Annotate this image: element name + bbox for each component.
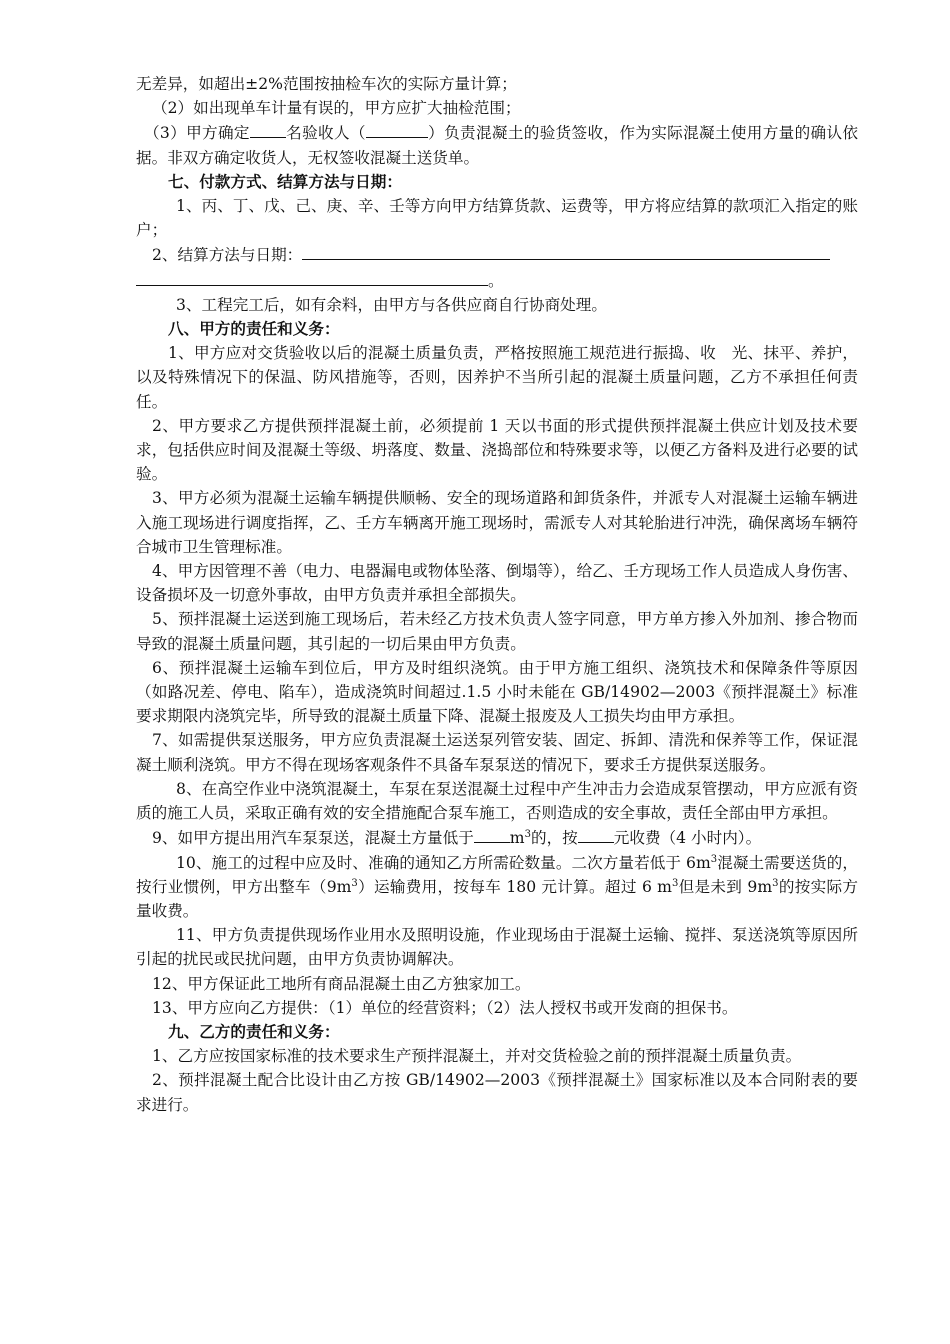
paragraph-8-10 [136, 851, 858, 924]
paragraph-9-1: 1、乙方应按国家标准的技术要求生产预拌混凝土，并对交货检验之前的预拌混凝土质量负责。 [152, 1047, 802, 1066]
settlement-end: 。 [488, 271, 504, 290]
paragraph-acceptance-tail: 无差异，如超出±2%范围按抽检车次的实际方量计算； [136, 75, 517, 93]
paragraph-8-9 [136, 825, 858, 850]
paragraph-8-1: 1、甲方应对交货验收以后的混凝土质量负责，严格按照施工规范进行振捣、收 光、抹平、养护，以及特殊情况下的保温、防风措施等，否则，因养护不当所引起的混凝土质量问题，乙方不承担任何责任。 [136, 344, 858, 411]
p8-10-text-d: 但是未到 9m [678, 877, 773, 896]
section-heading-7: 七、付款方式、结算方法与日期： [168, 171, 402, 191]
acceptance-3-text-b: 名验收人（ [285, 124, 366, 143]
p8-10-sup-1: 3 [710, 853, 718, 865]
paragraph-7-3: 3、工程完工后，如有余料，由甲方与各供应商自行协商处理。 [176, 295, 607, 314]
paragraph-8-6: 6、预拌混凝土运输车到位后，甲方及时组织浇筑。由于甲方施工组织、浇筑技术和保障条件等原因（如路况差、停电、陷车），造成浇筑时间超过.1.5 小时未能在 GB/14902—2003《预拌混凝土》标准要求期限内浇筑完毕，所导致的混凝土质量下降、混凝土报废及人工损失均由甲方承担。 [136, 658, 858, 726]
pump-text-d: 元收费（4 小时内）。 [613, 829, 762, 848]
section-heading-8: 八、甲方的责任和义务： [168, 319, 340, 339]
paragraph-8-12: 12、甲方保证此工地所有商品混凝土由乙方独家加工。 [152, 974, 531, 993]
paragraph-8-8: 8、在高空作业中浇筑混凝土，车泵在泵送混凝土过程中产生冲击力会造成泵管摆动，甲方应派有资质的施工人员，采取正确有效的安全措施配合泵车施工，否则造成的安全事故，责任全部由甲方承担。 [136, 779, 858, 823]
p8-10-text-b: 混凝土需要送货的，按行业惯例，甲方出整车（9m [136, 853, 858, 896]
pump-text-c: 的，按 [530, 829, 578, 848]
p8-10-text-c: ）运输费用，按每车 180 元计算。超过 6 m [357, 877, 672, 896]
settlement-blank-2 [136, 268, 488, 286]
paragraph-8-4: 4、甲方因管理不善（电力、电器漏电或物体坠落、倒塌等），给乙、壬方现场工作人员造成人身伤害、设备损坏及一切意外事故，由甲方负责并承担全部损失。 [136, 562, 858, 605]
acceptance-3-text-a: （3）甲方确定 [144, 124, 250, 143]
document-page [136, 72, 858, 1117]
paragraph-9-2: 2、预拌混凝土配合比设计由乙方按 GB/14902—2003《预拌混凝土》国家标准以及本合同附表的要求进行。 [136, 1071, 858, 1114]
paragraph-acceptance-3 [136, 120, 858, 169]
settlement-blank-1 [302, 242, 830, 260]
paragraph-7-1: 1、丙、丁、戊、己、庚、辛、壬等方向甲方结算货款、运费等，甲方将应结算的款项汇入指定的账户； [136, 197, 858, 240]
p8-10-text-e: 的按实际方量收费。 [136, 877, 858, 920]
p8-10-sup-3: 3 [671, 877, 679, 889]
paragraph-8-11: 11、甲方负责提供现场作业用水及照明设施，作业现场由于混凝土运输、搅拌、泵送浇筑等原因所引起的扰民或民扰问题，由甲方负责协调解决。 [136, 926, 858, 969]
receiver-name-blank [366, 120, 428, 138]
p8-10-sup-4: 3 [772, 877, 779, 889]
paragraph-acceptance-2: （2）如出现单车计量有误的，甲方应扩大抽检范围； [152, 99, 521, 118]
paragraph-8-3: 3、甲方必须为混凝土运输车辆提供顺畅、安全的现场道路和卸货条件，并派专人对混凝土运输车辆进入施工现场进行调度指挥，乙、壬方车辆离开施工现场时，需派专人对其轮胎进行冲洗，确保离场车辆符合城市卫生管理标准。 [136, 489, 858, 556]
pump-volume-blank [474, 825, 510, 843]
paragraph-7-2 [136, 242, 858, 292]
section-heading-9: 九、乙方的责任和义务： [168, 1021, 340, 1041]
paragraph-8-7: 7、如需提供泵送服务，甲方应负责混凝土运送泵列管安装、固定、拆卸、清洗和保养等工作，保证混凝土顺利浇筑。甲方不得在现场客观条件不具备车泵泵送的情况下，要求壬方提供泵送服务。 [136, 731, 858, 774]
p8-10-text-a: 10、施工的过程中应及时、准确的通知乙方所需砼数量。二次方量若低于 6m [176, 853, 711, 872]
receiver-count-blank [250, 120, 286, 138]
pump-unit-sup: 3 [524, 829, 531, 841]
paragraph-8-5: 5、预拌混凝土运送到施工现场后，若未经乙方技术负责人签字同意，甲方单方掺入外加剂、掺合物而导致的混凝土质量问题，其引起的一切后果由甲方负责。 [136, 610, 858, 653]
acceptance-3-text-c: ）负责混凝土的验货签收，作为实际混凝土使用方量的确认依据。非双方确定收货人，无权签收混凝土送货单。 [136, 124, 858, 167]
pump-unit: m [509, 829, 525, 848]
paragraph-8-2: 2、甲方要求乙方提供预拌混凝土前，必须提前 1 天以书面的形式提供预拌混凝土供应计划及技术要求，包括供应时间及混凝土等级、坍落度、数量、浇捣部位和特殊要求等，以便乙方备料及进行必要的试验。 [136, 416, 858, 484]
p8-10-sup-2: 3 [351, 877, 358, 889]
pump-text-a: 9、如甲方提出用汽车泵泵送，混凝土方量低于 [152, 829, 474, 848]
pump-fee-blank [578, 825, 614, 843]
settlement-label: 2、结算方法与日期： [152, 246, 303, 265]
paragraph-8-13: 13、甲方应向乙方提供：（1）单位的经营资料；（2）法人授权书或开发商的担保书。 [152, 998, 738, 1017]
